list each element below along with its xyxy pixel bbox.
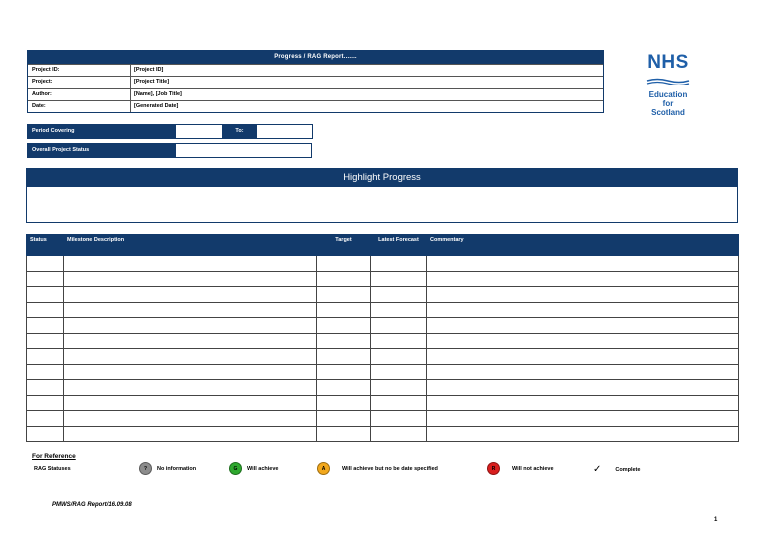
status-cell[interactable] — [27, 333, 64, 349]
latest-forecast-cell[interactable] — [371, 426, 427, 442]
project-id-label: Project ID: — [28, 65, 131, 76]
target-cell[interactable] — [317, 333, 371, 349]
project-label: Project: — [28, 77, 131, 88]
overall-status-row — [27, 143, 312, 158]
target-column-header: Target — [317, 235, 371, 256]
latest-forecast-cell[interactable] — [371, 349, 427, 365]
target-cell[interactable] — [317, 426, 371, 442]
status-cell[interactable] — [27, 349, 64, 365]
status-cell[interactable] — [27, 426, 64, 442]
red-status-icon: R — [487, 462, 500, 475]
status-cell[interactable] — [27, 287, 64, 303]
status-cell[interactable] — [27, 302, 64, 318]
period-covering-row — [27, 124, 313, 139]
status-cell[interactable] — [27, 395, 64, 411]
milestone-row — [27, 364, 739, 380]
legend-label: Will achieve but no be date specified — [342, 465, 438, 472]
status-cell[interactable] — [27, 411, 64, 427]
status-cell[interactable] — [27, 364, 64, 380]
status-column-header: Status — [27, 235, 64, 256]
milestone-description-column-header: Milestone Description — [64, 235, 317, 256]
period-to-field[interactable] — [257, 125, 312, 138]
milestone-description-cell[interactable] — [64, 302, 317, 318]
commentary-cell[interactable] — [427, 380, 739, 396]
commentary-cell[interactable] — [427, 395, 739, 411]
logo-swoosh-icon — [645, 78, 691, 85]
target-cell[interactable] — [317, 364, 371, 380]
nhs-logo-text: NHS — [647, 52, 689, 73]
milestone-row — [27, 271, 739, 287]
milestone-description-cell[interactable] — [64, 271, 317, 287]
target-cell[interactable] — [317, 302, 371, 318]
latest-forecast-cell[interactable] — [371, 411, 427, 427]
milestone-table — [26, 234, 739, 442]
milestone-row — [27, 395, 739, 411]
milestone-description-cell[interactable] — [64, 426, 317, 442]
legend-no-information — [139, 462, 196, 475]
logo-line-2: for — [662, 99, 674, 108]
milestone-description-cell[interactable] — [64, 395, 317, 411]
target-cell[interactable] — [317, 411, 371, 427]
author-value[interactable]: [Name], [Job Title] — [134, 91, 182, 97]
amber-status-icon: A — [317, 462, 330, 475]
nhs-education-logo — [636, 53, 700, 117]
report-title: Progress / RAG Report....... — [28, 51, 603, 64]
status-cell[interactable] — [27, 256, 64, 272]
legend-will-achieve-date — [317, 462, 438, 475]
latest-forecast-cell[interactable] — [371, 287, 427, 303]
latest-forecast-cell[interactable] — [371, 318, 427, 334]
commentary-column-header: Commentary — [427, 235, 739, 256]
author-row — [28, 88, 603, 100]
legend-label: Will not achieve — [512, 465, 554, 472]
commentary-cell[interactable] — [427, 411, 739, 427]
period-from-field[interactable] — [176, 125, 222, 138]
target-cell[interactable] — [317, 318, 371, 334]
commentary-cell[interactable] — [427, 426, 739, 442]
commentary-cell[interactable] — [427, 271, 739, 287]
target-cell[interactable] — [317, 349, 371, 365]
project-id-row — [28, 64, 603, 76]
overall-status-label: Overall Project Status — [32, 147, 90, 153]
highlight-progress-title: Highlight Progress — [27, 169, 737, 187]
author-label: Author: — [28, 89, 131, 100]
grey-status-icon: ? — [139, 462, 152, 475]
milestone-description-cell[interactable] — [64, 287, 317, 303]
legend-label: Complete — [615, 466, 641, 473]
target-cell[interactable] — [317, 395, 371, 411]
latest-forecast-cell[interactable] — [371, 333, 427, 349]
overall-status-field[interactable] — [176, 144, 311, 157]
green-status-icon: G — [229, 462, 242, 475]
logo-line-3: Scotland — [651, 108, 685, 117]
legend-label: Will achieve — [247, 465, 279, 472]
page-number: 1 — [714, 517, 718, 523]
target-cell[interactable] — [317, 271, 371, 287]
commentary-cell[interactable] — [427, 364, 739, 380]
latest-forecast-cell[interactable] — [371, 380, 427, 396]
status-cell[interactable] — [27, 271, 64, 287]
project-id-value[interactable]: [Project ID] — [134, 67, 164, 73]
legend-will-achieve — [229, 462, 278, 475]
milestone-row — [27, 256, 739, 272]
for-reference-heading: For Reference — [32, 453, 76, 460]
target-cell[interactable] — [317, 380, 371, 396]
legend-will-not-achieve — [487, 462, 554, 475]
milestone-row — [27, 411, 739, 427]
date-row — [28, 100, 603, 112]
date-value[interactable]: [Generated Date] — [134, 103, 179, 109]
milestone-description-cell[interactable] — [64, 349, 317, 365]
status-cell[interactable] — [27, 380, 64, 396]
logo-line-1: Education — [648, 90, 688, 99]
milestone-description-cell[interactable] — [64, 333, 317, 349]
latest-forecast-cell[interactable] — [371, 271, 427, 287]
latest-forecast-cell[interactable] — [371, 395, 427, 411]
commentary-cell[interactable] — [427, 302, 739, 318]
document-reference: PMWS/RAG Report/16.09.08 — [52, 502, 132, 508]
commentary-cell[interactable] — [427, 287, 739, 303]
milestone-row — [27, 333, 739, 349]
latest-forecast-cell[interactable] — [371, 256, 427, 272]
commentary-cell[interactable] — [427, 318, 739, 334]
latest-forecast-column-header: Latest Forecast — [371, 235, 427, 256]
date-label: Date: — [28, 101, 131, 112]
period-to-label: To: — [235, 128, 244, 134]
milestone-description-cell[interactable] — [64, 380, 317, 396]
legend-label: No information — [157, 465, 197, 472]
latest-forecast-cell[interactable] — [371, 364, 427, 380]
milestone-description-cell[interactable] — [64, 318, 317, 334]
period-covering-label: Period Covering — [32, 128, 75, 134]
milestone-description-cell[interactable] — [64, 256, 317, 272]
milestone-row — [27, 318, 739, 334]
project-row — [28, 76, 603, 88]
milestone-description-cell[interactable] — [64, 411, 317, 427]
milestone-description-cell[interactable] — [64, 364, 317, 380]
status-cell[interactable] — [27, 318, 64, 334]
highlight-progress-field[interactable] — [27, 187, 737, 222]
project-value[interactable]: [Project Title] — [134, 79, 170, 85]
project-header-table — [27, 50, 604, 113]
rag-statuses-label: RAG Statuses — [34, 466, 71, 472]
checkmark-icon: ✓ — [593, 464, 602, 475]
milestone-row — [27, 349, 739, 365]
commentary-cell[interactable] — [427, 256, 739, 272]
commentary-cell[interactable] — [427, 349, 739, 365]
milestone-row — [27, 426, 739, 442]
milestone-row — [27, 380, 739, 396]
highlight-progress-section — [26, 168, 738, 223]
milestone-row — [27, 287, 739, 303]
milestone-header-row — [27, 235, 739, 256]
target-cell[interactable] — [317, 256, 371, 272]
commentary-cell[interactable] — [427, 333, 739, 349]
latest-forecast-cell[interactable] — [371, 302, 427, 318]
legend-complete — [593, 464, 640, 475]
milestone-row — [27, 302, 739, 318]
target-cell[interactable] — [317, 287, 371, 303]
